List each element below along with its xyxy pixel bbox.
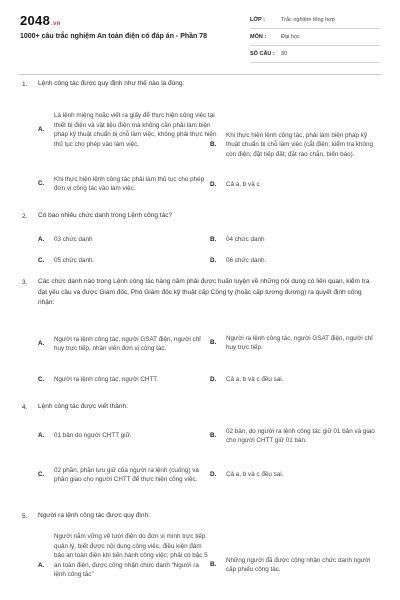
- meta-row-subject: [250, 29, 380, 46]
- option-letter: C.: [38, 376, 45, 384]
- option-letter: C.: [38, 257, 45, 265]
- logo-suffix: .vn: [51, 21, 61, 27]
- option-letter: C.: [38, 471, 45, 479]
- option-text: 03 chức danh: [54, 236, 93, 244]
- option-text: 05 chức danh.: [54, 257, 95, 265]
- logo-text: 2048: [20, 13, 51, 28]
- option-letter: A.: [38, 562, 45, 569]
- option-letter: B.: [210, 236, 217, 244]
- page-header: [0, 0, 400, 70]
- option-text: 04 chức danh: [226, 236, 265, 244]
- option-text: 01 bản do người CHTT giữ.: [54, 432, 132, 440]
- option-text: Cả a, b và c đều sai.: [226, 471, 284, 479]
- option-text: Cả a, b và c đều sai.: [226, 376, 284, 384]
- option-text: Người ra lệnh công tác, người GSAT điện, người chỉ huy trực tiếp, nhân viên đơn vị công tác.: [54, 335, 201, 352]
- option-text: Những người đã được công nhận chức danh người cấp phiếu công tác.: [226, 556, 371, 573]
- option-text: Khi thực hiện lệnh công tác phải làm thủ tục cho phép đơn vị công tác vào làm việc.: [54, 175, 205, 192]
- option-letter: A.: [38, 340, 45, 348]
- option-text: Khi thực hiện lệnh công tác, phải làm biện pháp kỹ thuật chuẩn bị chỗ làm việc (cắt điện; kiểm tra không còn điện; đặt tiếp đất; đặt rào chắn, biển báo).: [226, 131, 374, 158]
- option-b[interactable]: [210, 235, 380, 245]
- question-number: 5.: [22, 513, 28, 520]
- question-number: 4.: [22, 404, 28, 411]
- option-b[interactable]: [210, 554, 382, 576]
- question-text: Lệnh công tác được quy định như thế nào là đúng:: [38, 80, 185, 87]
- option-b[interactable]: [210, 332, 382, 354]
- question-number: 1.: [22, 81, 28, 88]
- option-letter: B.: [210, 339, 217, 347]
- question-number: 3.: [22, 279, 28, 286]
- option-letter: D.: [210, 471, 217, 479]
- option-d[interactable]: [210, 375, 380, 385]
- option-a[interactable]: [38, 532, 210, 600]
- meta-value: Trắc nghiệm tổng hợp: [281, 17, 335, 23]
- question-text: Có bao nhiêu chức danh trong Lệnh công tác?: [38, 212, 173, 219]
- option-text: Người ra lệnh công tác, người GSAT điện, người chỉ huy trực tiếp.: [226, 334, 373, 351]
- option-a[interactable]: [38, 235, 208, 245]
- meta-key: MÔN :: [250, 34, 267, 40]
- option-letter: A.: [38, 432, 45, 440]
- option-a[interactable]: [38, 327, 210, 361]
- option-c[interactable]: [38, 256, 208, 266]
- meta-row-count: [250, 46, 380, 63]
- question-text: Lệnh công tác được viết thành:: [38, 403, 128, 410]
- option-c[interactable]: [38, 172, 208, 196]
- question-text: Người ra lệnh công tác được quy định:: [38, 512, 150, 519]
- option-d[interactable]: [210, 179, 380, 191]
- option-letter: D.: [210, 257, 217, 265]
- meta-row-class: [250, 12, 380, 29]
- meta-key: SỐ CÂU :: [250, 51, 275, 57]
- option-b[interactable]: [210, 121, 382, 169]
- option-a[interactable]: [38, 431, 208, 441]
- option-letter: D.: [210, 376, 217, 384]
- option-text: Người ra lệnh công tác, người CHTT.: [54, 376, 159, 384]
- option-letter: B.: [210, 561, 217, 569]
- meta-value: 30: [281, 51, 288, 57]
- option-text: Cả a, b và c: [226, 181, 260, 189]
- option-d[interactable]: [210, 470, 380, 480]
- meta-box: [250, 12, 380, 63]
- option-c[interactable]: [38, 375, 208, 385]
- option-a[interactable]: [38, 100, 218, 160]
- meta-value: Đại học: [281, 34, 300, 40]
- option-text: Là lệnh miệng hoặc viết ra giấy để thực hiện công việc tại thiết bị điện và vật liệu điện mà không cần phải làm biện pháp kỹ thuật chuẩn bị chỗ làm việc, không phải thực hiện thủ tục cho phép vào làm việc.: [54, 112, 217, 148]
- option-c[interactable]: [38, 458, 210, 492]
- site-logo[interactable]: [20, 13, 61, 28]
- option-letter: C.: [38, 180, 45, 188]
- option-b[interactable]: [210, 425, 382, 447]
- option-letter: A.: [38, 126, 45, 134]
- option-letter: A.: [38, 236, 45, 244]
- option-d[interactable]: [210, 256, 380, 266]
- option-letter: D.: [210, 181, 217, 189]
- option-text: 06 chức danh.: [226, 257, 267, 265]
- meta-key: LỚP :: [250, 17, 265, 23]
- header-divider: [18, 74, 382, 75]
- question-text: Các chức danh nào trong Lệnh công tác hàng năm phải được huấn luyện về những nội dung có liên quan, kiểm tra đạt yêu cầu và được Giám đốc, Phó Giám đốc kỹ thuật cấp Công ty (hoặc cấp tương đương) ra quyết định công nhận:: [38, 278, 370, 306]
- option-letter: B.: [210, 141, 217, 149]
- option-text: 02 bản, do người ra lệnh công tác giữ 01 bản và giao cho người CHTT giữ 01 bản.: [226, 427, 375, 444]
- question-number: 2.: [22, 213, 28, 220]
- option-text: 02 phần, phần lưu giữ của người ra lệnh (cuống) và phần giao cho người CHTT để thực hiện công việc.: [54, 466, 199, 483]
- option-text: Người nắm vững về lưới điện do đơn vị mình trực tiếp quản lý, biết được nội dung công việc, điều kiện đảm bảo an toàn điện khi tiến hành công việc; phải có bậc 5 an toàn điện, được công nhận chức danh “Người ra lệnh công tác”: [54, 533, 208, 578]
- option-letter: B.: [210, 432, 217, 440]
- page-title: 1000+ câu trắc nghiệm An toàn điện có đáp án - Phần 78: [20, 33, 208, 40]
